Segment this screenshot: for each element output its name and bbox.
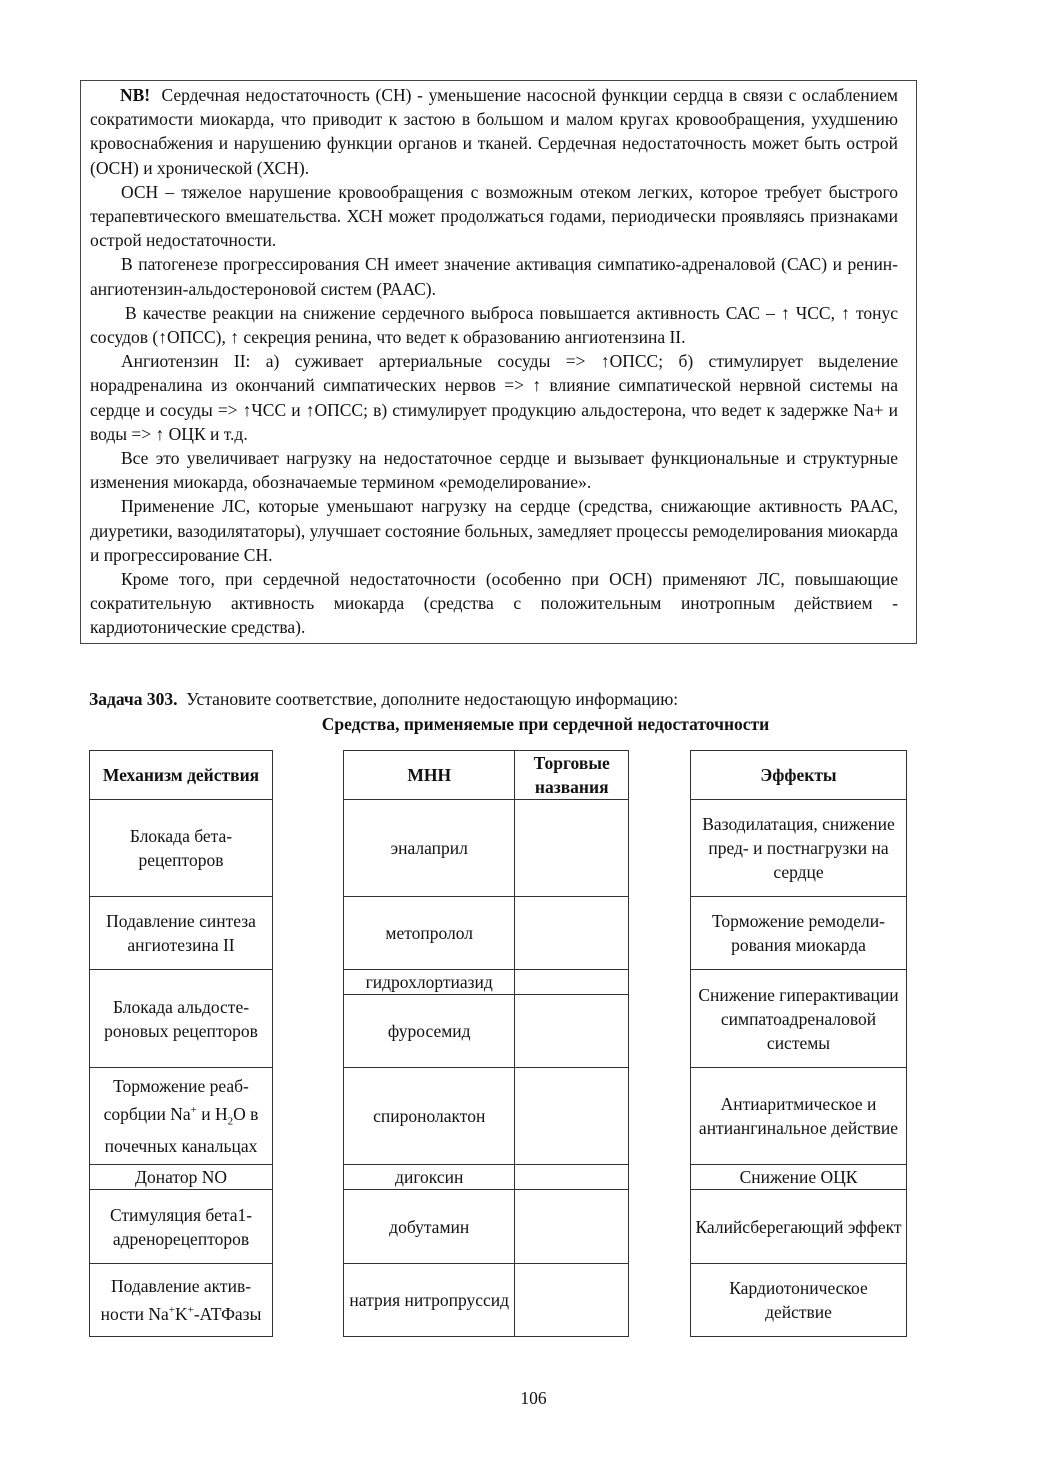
table-row	[90, 800, 273, 897]
subscript-2: 2	[227, 1115, 234, 1128]
table-row	[344, 970, 629, 995]
table-row	[344, 800, 629, 897]
mechanism-text: K	[174, 1303, 188, 1324]
table-title: Средства, применяемые при сердечной недостаточности	[321, 714, 770, 734]
trade-name-empty-cell	[515, 970, 629, 995]
mechanism-cell: Блокада бета-рецепторов	[90, 800, 273, 897]
table-row	[90, 970, 273, 1068]
table-row	[691, 800, 907, 897]
effect-cell: Кардиотоническое действие	[691, 1264, 907, 1337]
table-row	[344, 751, 629, 800]
table-row	[90, 1264, 273, 1337]
table-row	[90, 751, 273, 800]
mechanism-text: -АТФазы	[193, 1303, 262, 1324]
superscript-plus: +	[168, 1304, 175, 1317]
table-row	[691, 751, 907, 800]
task-number: Задача 303.	[89, 689, 178, 709]
drug-name-cell: фуросемид	[344, 995, 515, 1068]
effect-cell: Калийсберегающий эффект	[691, 1190, 907, 1264]
table-row	[691, 1068, 907, 1165]
nb-label: NB!	[120, 85, 151, 105]
nb-paragraph-8: Кроме того, при сердечной недостаточности (особенно при ОСН) применяют ЛС, повышающие сократительную активность миокарда (средства с положительным инотропным действием - кардиотонические средства).	[90, 569, 898, 638]
effect-cell: Снижение ОЦК	[691, 1165, 907, 1190]
trade-name-empty-cell	[515, 1264, 629, 1337]
table-row	[344, 1165, 629, 1190]
drug-name-cell: спиронолактон	[344, 1068, 515, 1165]
trade-name-empty-cell	[515, 1165, 629, 1190]
nb-paragraph-3: В патогенезе прогрессирования СН имеет значение активация симпатико-адреналовой (САС) и ренин-ангиотензин-альдостероновой систем (РААС).	[90, 254, 898, 299]
effect-cell: Антиаритмическое и антиангинальное действие	[691, 1068, 907, 1165]
nb-paragraph-1	[90, 83, 898, 180]
drug-name-cell: гидрохлортиазид	[344, 970, 515, 995]
mechanism-text: O в почечных канальцах	[104, 1104, 259, 1156]
table-row	[90, 1190, 273, 1264]
table-row	[344, 1264, 629, 1337]
mechanism-cell: Донатор NO	[90, 1165, 273, 1190]
table-row	[344, 1068, 629, 1165]
drug-name-cell: эналаприл	[344, 800, 515, 897]
table-row	[344, 995, 629, 1068]
effect-cell: Снижение гиперактивации симпатоадреналовой системы	[691, 970, 907, 1068]
drug-name-cell: метопролол	[344, 897, 515, 970]
trade-name-empty-cell	[515, 800, 629, 897]
drug-name-cell: дигоксин	[344, 1165, 515, 1190]
nb-paragraph-7: Применение ЛС, которые уменьшают нагрузку на сердце (средства, снижающие активность РААС, диуретики, вазодилятаторы), улучшает состояние больных, замедляет процессы ремоделирования миокарда и прогрессирование СН.	[90, 496, 898, 565]
table-row	[90, 1165, 273, 1190]
trade-names-header: Торговые названия	[515, 751, 629, 800]
table-row	[691, 897, 907, 970]
mechanism-cell: Блокада альдосте-роновых рецепторов	[90, 970, 273, 1068]
drug-table	[343, 750, 629, 1337]
nb-text-1: Сердечная недостаточность (СН) - уменьшение насосной функции сердца в связи с ослаблением сократимости миокарда, что приводит к застою в большом и малом кругах кровообращения, ухудшению кровоснабжения и нарушению функции органов и тканей. Сердечная недостаточность может быть острой (ОСН) и хронической (ХСН).	[90, 85, 898, 178]
table-row	[344, 897, 629, 970]
mechanism-text: и H	[201, 1104, 228, 1125]
nb-paragraph-2: ОСН – тяжелое нарушение кровообращения с возможным отеком легких, которое требует быстрого терапевтического вмешательства. ХСН может продолжаться годами, периодически проявляясь признаками острой недостаточности.	[90, 181, 898, 251]
superscript-plus: +	[190, 1104, 197, 1117]
mnn-header: МНН	[344, 751, 515, 800]
table-row	[691, 1264, 907, 1337]
mechanism-text: Подавление актив-ности Na	[100, 1276, 252, 1324]
table-row	[90, 1068, 273, 1165]
mechanism-table	[89, 750, 273, 1337]
effects-table	[690, 750, 907, 1337]
mechanism-cell	[90, 1068, 273, 1165]
mechanism-cell: Подавление синтеза ангиотезина II	[90, 897, 273, 970]
nb-paragraph-5: Ангиотензин II: а) суживает артериальные сосуды => ↑ОПСС; б) стимулирует выделение норадреналина из окончаний симпатических нервов => ↑ влияние симпатической нервной системы на сердце и сосуды => ↑ЧСС и ↑ОПСС; в) стимулирует продукцию альдостерона, что ведет к задержке Na+ и воды => ↑ ОЦК и т.д.	[90, 351, 898, 444]
mechanism-cell: Стимуляция бета1-адренорецепторов	[90, 1190, 273, 1264]
effects-header: Эффекты	[691, 751, 907, 800]
trade-name-empty-cell	[515, 897, 629, 970]
trade-name-empty-cell	[515, 995, 629, 1068]
drug-name-cell: натрия нитропруссид	[344, 1264, 515, 1337]
drug-name-cell: добутамин	[344, 1190, 515, 1264]
table-row	[90, 897, 273, 970]
table-row	[691, 1165, 907, 1190]
trade-name-empty-cell	[515, 1068, 629, 1165]
trade-name-empty-cell	[515, 1190, 629, 1264]
mechanism-header: Механизм действия	[90, 751, 273, 800]
nb-paragraph-6: Все это увеличивает нагрузку на недостаточное сердце и вызывает функциональные и структурные изменения миокарда, обозначаемые термином «ремоделирование».	[90, 448, 898, 493]
mechanism-text: Торможение реаб-сорбции Na	[103, 1076, 249, 1125]
effect-cell: Вазодилатация, снижение пред- и постнагрузки на сердце	[691, 800, 907, 897]
task-statement	[89, 687, 909, 711]
mechanism-cell	[90, 1264, 273, 1337]
page-number: 106	[520, 1388, 547, 1408]
effect-cell: Торможение ремодели-рования миокарда	[691, 897, 907, 970]
table-row	[344, 1190, 629, 1264]
task-text: Установите соответствие, дополните недостающую информацию:	[186, 689, 679, 709]
table-row	[691, 970, 907, 1068]
nb-note-box	[80, 80, 917, 644]
table-row	[691, 1190, 907, 1264]
superscript-plus: +	[187, 1304, 194, 1317]
nb-paragraph-4: В качестве реакции на снижение сердечного выброса повышается активность САС – ↑ ЧСС, ↑ тонус сосудов (↑ОПСС), ↑ секреция ренина, что ведет к образованию ангиотензина II.	[90, 302, 898, 348]
